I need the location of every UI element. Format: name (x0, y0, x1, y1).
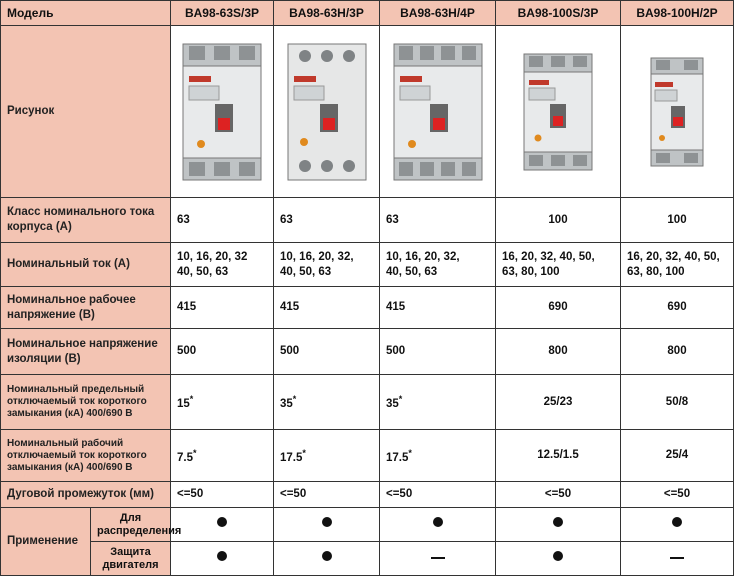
model-2: BA98-63H/3P (274, 1, 380, 26)
ultimate-breaking-4: 25/23 (496, 375, 621, 430)
bullet-mark (672, 517, 682, 527)
breaker-2p-image (647, 56, 707, 168)
model-3: BA98-63H/4P (380, 1, 496, 26)
insulation-voltage-3: 500 (380, 329, 496, 375)
motor-protection-label: Защита двигателя (91, 542, 171, 576)
dash-mark (670, 557, 684, 559)
arc-gap-2: <=50 (274, 482, 380, 508)
distribution-label: Для распределения (91, 508, 171, 542)
application-label: Применение (1, 508, 91, 576)
picture-cell-4 (496, 26, 621, 198)
frame-current-3: 63 (380, 198, 496, 243)
service-breaking-row (1, 430, 734, 482)
bullet-mark (553, 517, 563, 527)
operating-voltage-row (1, 287, 734, 329)
motor-mark-5 (621, 542, 734, 576)
bullet-mark (433, 517, 443, 527)
arc-gap-3: <=50 (380, 482, 496, 508)
breaker-4p-image (390, 42, 486, 182)
dist-mark-4 (496, 508, 621, 542)
rated-current-3: 10, 16, 20, 32, 40, 50, 63 (380, 243, 496, 287)
operating-voltage-2: 415 (274, 287, 380, 329)
bullet-mark (217, 517, 227, 527)
breaker-3p-image (520, 52, 596, 172)
model-label: Модель (1, 1, 171, 26)
model-5: BA98-100H/2P (621, 1, 734, 26)
motor-mark-1 (171, 542, 274, 576)
motor-mark-3 (380, 542, 496, 576)
rated-current-row (1, 243, 734, 287)
service-breaking-2: 17.5* (274, 430, 380, 482)
picture-row (1, 26, 734, 198)
dist-mark-3 (380, 508, 496, 542)
picture-cell-5 (621, 26, 734, 198)
operating-voltage-5: 690 (621, 287, 734, 329)
application-motor-row (1, 542, 734, 576)
ultimate-breaking-label: Номинальный предельный отключаемый ток короткого замыкания (кА) 400/690 В (1, 375, 171, 430)
frame-current-2: 63 (274, 198, 380, 243)
insulation-voltage-row (1, 329, 734, 375)
bullet-mark (322, 517, 332, 527)
breaker-3p-image (284, 42, 370, 182)
header-row (1, 1, 734, 26)
insulation-voltage-label: Номинальное напряжение изоляции (В) (1, 329, 171, 375)
picture-cell-1 (171, 26, 274, 198)
service-breaking-3: 17.5* (380, 430, 496, 482)
picture-cell-2 (274, 26, 380, 198)
service-breaking-label: Номинальный рабочий отключаемый ток короткого замыкания (кА) 400/690 В (1, 430, 171, 482)
dash-mark (431, 557, 445, 559)
frame-current-5: 100 (621, 198, 734, 243)
dist-mark-2 (274, 508, 380, 542)
arc-gap-4: <=50 (496, 482, 621, 508)
frame-current-4: 100 (496, 198, 621, 243)
rated-current-5: 16, 20, 32, 40, 50, 63, 80, 100 (621, 243, 734, 287)
motor-mark-2 (274, 542, 380, 576)
service-breaking-5: 25/4 (621, 430, 734, 482)
operating-voltage-1: 415 (171, 287, 274, 329)
bullet-mark (217, 551, 227, 561)
ultimate-breaking-2: 35* (274, 375, 380, 430)
service-breaking-4: 12.5/1.5 (496, 430, 621, 482)
rated-current-label: Номинальный ток (А) (1, 243, 171, 287)
motor-mark-4 (496, 542, 621, 576)
picture-cell-3 (380, 26, 496, 198)
rated-current-1: 10, 16, 20, 32 40, 50, 63 (171, 243, 274, 287)
rated-current-2: 10, 16, 20, 32, 40, 50, 63 (274, 243, 380, 287)
breaker-3p-image (179, 42, 265, 182)
service-breaking-1: 7.5* (171, 430, 274, 482)
arc-gap-label: Дуговой промежуток (мм) (1, 482, 171, 508)
frame-current-label: Класс номинального тока корпуса (А) (1, 198, 171, 243)
ultimate-breaking-5: 50/8 (621, 375, 734, 430)
frame-current-row (1, 198, 734, 243)
picture-label: Рисунок (1, 26, 171, 198)
operating-voltage-4: 690 (496, 287, 621, 329)
rated-current-4: 16, 20, 32, 40, 50, 63, 80, 100 (496, 243, 621, 287)
ultimate-breaking-3: 35* (380, 375, 496, 430)
arc-gap-1: <=50 (171, 482, 274, 508)
insulation-voltage-4: 800 (496, 329, 621, 375)
dist-mark-1 (171, 508, 274, 542)
ultimate-breaking-row (1, 375, 734, 430)
insulation-voltage-2: 500 (274, 329, 380, 375)
insulation-voltage-5: 800 (621, 329, 734, 375)
dist-mark-5 (621, 508, 734, 542)
operating-voltage-3: 415 (380, 287, 496, 329)
model-1: BA98-63S/3P (171, 1, 274, 26)
arc-gap-5: <=50 (621, 482, 734, 508)
insulation-voltage-1: 500 (171, 329, 274, 375)
model-4: BA98-100S/3P (496, 1, 621, 26)
ultimate-breaking-1: 15* (171, 375, 274, 430)
bullet-mark (322, 551, 332, 561)
application-dist-row (1, 508, 734, 542)
frame-current-1: 63 (171, 198, 274, 243)
arc-gap-row (1, 482, 734, 508)
bullet-mark (553, 551, 563, 561)
operating-voltage-label: Номинальное рабочее напряжение (В) (1, 287, 171, 329)
